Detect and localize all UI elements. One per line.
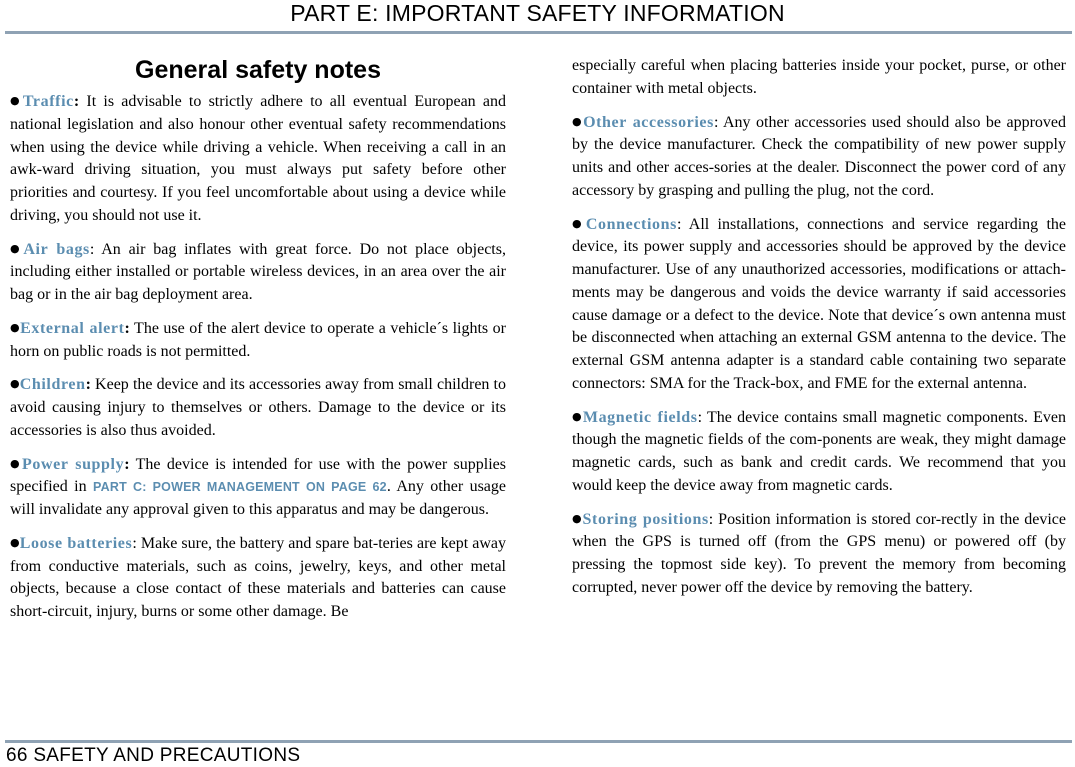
bullet-icon: ● — [10, 320, 21, 334]
bullet-icon: ● — [10, 377, 20, 391]
bullet-icon: ● — [572, 216, 586, 230]
note-text: All installations, connections and service regarding the device, its power supply and accessories should be approved by the device manufacturer. Use of any unauthorized accessories, modifications or attach-ments may be dangerous and voids the device warranty if said accessories cause damage or a defect to the device. Note that device´s own antenna must be disconnected when attaching an external GSM antenna to the device. The external GSM antenna adapter is a standard cable containing two separate connectors: SMA for the Track-box, and FME for the external antenna. — [572, 215, 1066, 392]
note-label: Power supply — [22, 455, 125, 473]
note-children: ●Children: Keep the device and its accessories away from small children to avoid causing injury to themselves or others. Damage to the device or its accessories is also thus avoided. — [10, 376, 506, 439]
note-text: The device is intended for use with the power supplies specified in — [10, 455, 506, 496]
page-footer: 66 SAFETY AND PRECAUTIONS — [6, 745, 301, 766]
note-label: External alert — [20, 319, 125, 337]
note-text: especially careful when placing batteries inside your pocket, purse, or other container with metal objects. — [572, 57, 1066, 97]
note-connections: ●Connections: All installations, connections and service regarding the device, its power supply and accessories should be approved by the device manufacturer. Use of any unauthorized accessories, modifications or attach-ments may be dangerous and voids the device warranty if said accessories cause damage or a defect to the device. Note that device´s own antenna must be disconnected when attaching an external GSM antenna to the device. The external GSM antenna adapter is a standard cable containing two separate connectors: SMA for the Track-box, and FME for the external antenna. — [572, 215, 1066, 392]
power-management-link[interactable]: PART C: POWER MANAGEMENT ON PAGE 62 — [93, 480, 387, 495]
header-rule — [5, 31, 1072, 34]
note-air-bags: ●Air bags: An air bag inflates with great force. Do not place objects, including either installed or portable wireless devices, in an area over the air bag or in the air bag deployment area. — [10, 240, 506, 303]
note-label: Children — [19, 376, 86, 394]
page-header-title: PART E: IMPORTANT SAFETY INFORMATION — [290, 0, 785, 26]
bullet-icon: ● — [10, 456, 22, 470]
bullet-icon: ● — [10, 241, 24, 255]
note-magnetic-fields: ●Magnetic fields: The device contains small magnetic components. Even though the magnetic fields of the com-ponents are weak, they might damage magnetic cards, such as bank and credit cards. We recommend that you would keep the device away from magnetic cards. — [572, 408, 1067, 494]
note-text: Position information is stored cor-rectly in the device when the GPS is turned off (from the GPS menu) or powered off (by pressing the topmost side key). To prevent the memory from becoming corrupted, never power off the device by removing the battery. — [572, 510, 1066, 596]
note-label: Traffic — [22, 93, 74, 110]
note-external-alert: ●External alert: The use of the alert device to operate a vehicle´s lights or horn on public roads is not permitted. — [10, 319, 506, 360]
footer-rule — [5, 740, 1072, 743]
note-storing-positions: ●Storing positions: Position information is stored cor-rectly in the device when the GPS is turned off (from the GPS menu) or powered off (by pressing the topmost side key). To prevent the memory from becoming corrupted, never power off the device by removing the battery. — [572, 510, 1066, 596]
note-power-supply: ●Power supply: The device is intended for use with the power supplies specified in PART C: POWER MANAGEMENT ON PAGE 62. Any other usage will invalidate any approval given to this apparatus and may be dangerous. — [10, 455, 507, 518]
section-title: General safety notes — [135, 56, 381, 84]
note-loose-batteries: ●Loose batteries: Make sure, the battery and spare bat-teries are kept away from conductive materials, such as coins, jewelry, keys, and other metal objects, because a close contact of these materials and batteries can cause short-circuit, injury, burns or some other damage. Be — [10, 534, 506, 620]
note-text: The use of the alert device to operate a vehicle´s lights or horn on public roads is not permitted. — [10, 319, 506, 360]
note-label: Connections — [585, 215, 677, 233]
note-text: Make sure, the battery and spare bat-teries are kept away from conductive materials, such as coins, jewelry, keys, and other metal objects, because a close contact of these materials and batteries can cause short-circuit, injury, burns or some other damage. Be — [10, 534, 506, 620]
bullet-icon: ● — [10, 94, 23, 107]
note-traffic: ●Traffic: It is advisable to strictly adhere to all eventual European and national legislation and also honour other eventual safety recommendations when using the device while driving a vehicle. When receiving a call in an awk-ward driving situation, you must always put safety before other priorities and courtesy. If you feel uncomfortable about using a device while driving, you should not use it. — [10, 93, 506, 224]
note-text: It is advisable to strictly adhere to all eventual European and national legislation and also honour other eventual safety recommendations when using the device while driving a vehicle. When receiving a call in an awk-ward driving situation, you must always put safety before other priorities and courtesy. If you feel uncomfortable about using a device while driving, you should not use it. — [10, 93, 506, 224]
note-label: Storing positions — [582, 510, 709, 528]
bullet-icon: ● — [572, 511, 583, 525]
bullet-icon: ● — [572, 114, 584, 128]
note-label: Magnetic fields — [582, 408, 698, 426]
note-text: An air bag inflates with great force. Do not place objects, including either installed or portable wireless devices, in an area over the air bag or in the air bag deployment area. — [10, 240, 506, 303]
note-loose-batteries-continued — [572, 55, 1066, 101]
note-text: . Any other usage will invalidate any approval given to this apparatus and may be dangerous. — [10, 478, 507, 518]
left-column — [10, 55, 506, 634]
note-label: Other accessories — [583, 113, 714, 131]
note-text: The device contains small magnetic components. Even though the magnetic fields of the com-ponents are weak, they might damage magnetic cards, such as bank and credit cards. We recommend that you would keep the device away from magnetic cards. — [572, 408, 1067, 494]
note-text: Any other accessories used should also be approved by the device manufacturer. Check the compatibility of new power supply units and other acces-sories at the dealer. Disconnect the power cord of any accessory by grasping and pulling the plug, not the cord. — [572, 113, 1066, 199]
note-label: Air bags — [23, 240, 90, 258]
right-column — [572, 55, 1066, 610]
bullet-icon: ● — [10, 535, 20, 549]
note-text: Keep the device and its accessories away from small children to avoid causing injury to themselves or others. Damage to the device or its accessories is also thus avoided. — [10, 376, 506, 439]
note-label: Loose batteries — [19, 534, 133, 552]
bullet-icon: ● — [572, 409, 583, 423]
note-other-accessories: ●Other accessories: Any other accessories used should also be approved by the device manufacturer. Check the compatibility of new power supply units and other acces-sories at the dealer. Disconnect the power cord of any accessory by grasping and pulling the plug, not the cord. — [572, 113, 1066, 199]
